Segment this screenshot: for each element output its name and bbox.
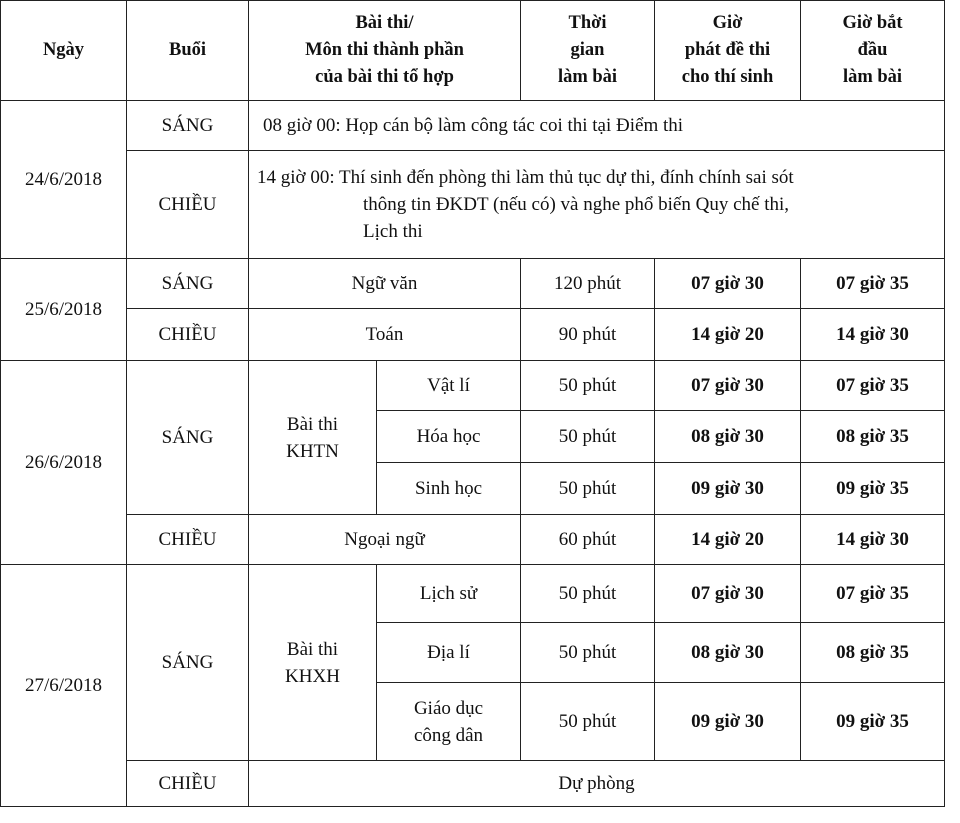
duration-cell: 120 phút <box>521 259 655 309</box>
exam-group-cell: Bài thi KHXH <box>249 565 377 761</box>
session-cell: SÁNG <box>127 259 249 309</box>
start-time-cell: 08 giờ 35 <box>801 623 945 683</box>
duration-cell: 50 phút <box>521 411 655 463</box>
start-time-cell: 07 giờ 35 <box>801 259 945 309</box>
start-time-cell: 07 giờ 35 <box>801 361 945 411</box>
date-cell: 27/6/2018 <box>1 565 127 807</box>
notice-cell: 08 giờ 00: Họp cán bộ làm công tác coi thi tại Điểm thi <box>249 101 945 151</box>
dispatch-time-cell: 07 giờ 30 <box>655 565 801 623</box>
header-ngay: Ngày <box>1 1 127 101</box>
dispatch-time-cell: 14 giờ 20 <box>655 309 801 361</box>
session-cell: SÁNG <box>127 361 249 515</box>
duration-cell: 50 phút <box>521 361 655 411</box>
subject-cell: Sinh học <box>377 463 521 515</box>
duration-cell: 90 phút <box>521 309 655 361</box>
subject-cell: Toán <box>249 309 521 361</box>
subject-cell: Hóa học <box>377 411 521 463</box>
dispatch-time-cell: 07 giờ 30 <box>655 361 801 411</box>
reserve-cell: Dự phòng <box>249 761 945 807</box>
header-gio-phat-de: Giờ phát đề thi cho thí sinh <box>655 1 801 101</box>
exam-group-cell: Bài thi KHTN <box>249 361 377 515</box>
start-time-cell: 09 giờ 35 <box>801 463 945 515</box>
session-cell: CHIỀU <box>127 309 249 361</box>
table-row <box>1 565 945 623</box>
duration-cell: 60 phút <box>521 515 655 565</box>
start-time-cell: 14 giờ 30 <box>801 309 945 361</box>
date-cell: 26/6/2018 <box>1 361 127 565</box>
session-cell: SÁNG <box>127 565 249 761</box>
dispatch-time-cell: 08 giờ 30 <box>655 623 801 683</box>
table-row <box>1 259 945 309</box>
table-row <box>1 309 945 361</box>
subject-cell: Lịch sử <box>377 565 521 623</box>
table-row <box>1 761 945 807</box>
dispatch-time-cell: 08 giờ 30 <box>655 411 801 463</box>
subject-cell: Giáo dục công dân <box>377 683 521 761</box>
header-bai-thi: Bài thi/ Môn thi thành phần của bài thi tổ hợp <box>249 1 521 101</box>
subject-cell: Địa lí <box>377 623 521 683</box>
header-gio-bat-dau: Giờ bắt đầu làm bài <box>801 1 945 101</box>
dispatch-time-cell: 09 giờ 30 <box>655 683 801 761</box>
session-cell: CHIỀU <box>127 761 249 807</box>
duration-cell: 50 phút <box>521 623 655 683</box>
subject-cell: Ngữ văn <box>249 259 521 309</box>
header-thoi-gian: Thời gian làm bài <box>521 1 655 101</box>
notice-cell: 14 giờ 00: Thí sinh đến phòng thi làm thủ tục dự thi, đính chính sai sót thông tin ĐKDT (nếu có) và nghe phổ biến Quy chế thi, Lịch thi <box>249 151 945 259</box>
table-row <box>1 101 945 151</box>
start-time-cell: 07 giờ 35 <box>801 565 945 623</box>
subject-cell: Vật lí <box>377 361 521 411</box>
date-cell: 25/6/2018 <box>1 259 127 361</box>
dispatch-time-cell: 07 giờ 30 <box>655 259 801 309</box>
session-cell: CHIỀU <box>127 151 249 259</box>
subject-cell: Ngoại ngữ <box>249 515 521 565</box>
start-time-cell: 09 giờ 35 <box>801 683 945 761</box>
start-time-cell: 08 giờ 35 <box>801 411 945 463</box>
table-row <box>1 361 945 411</box>
header-buoi: Buổi <box>127 1 249 101</box>
start-time-cell: 14 giờ 30 <box>801 515 945 565</box>
date-cell: 24/6/2018 <box>1 101 127 259</box>
table-row <box>1 515 945 565</box>
dispatch-time-cell: 14 giờ 20 <box>655 515 801 565</box>
duration-cell: 50 phút <box>521 683 655 761</box>
dispatch-time-cell: 09 giờ 30 <box>655 463 801 515</box>
header-row <box>1 1 945 101</box>
session-cell: SÁNG <box>127 101 249 151</box>
duration-cell: 50 phút <box>521 565 655 623</box>
session-cell: CHIỀU <box>127 515 249 565</box>
duration-cell: 50 phút <box>521 463 655 515</box>
table-row <box>1 151 945 259</box>
